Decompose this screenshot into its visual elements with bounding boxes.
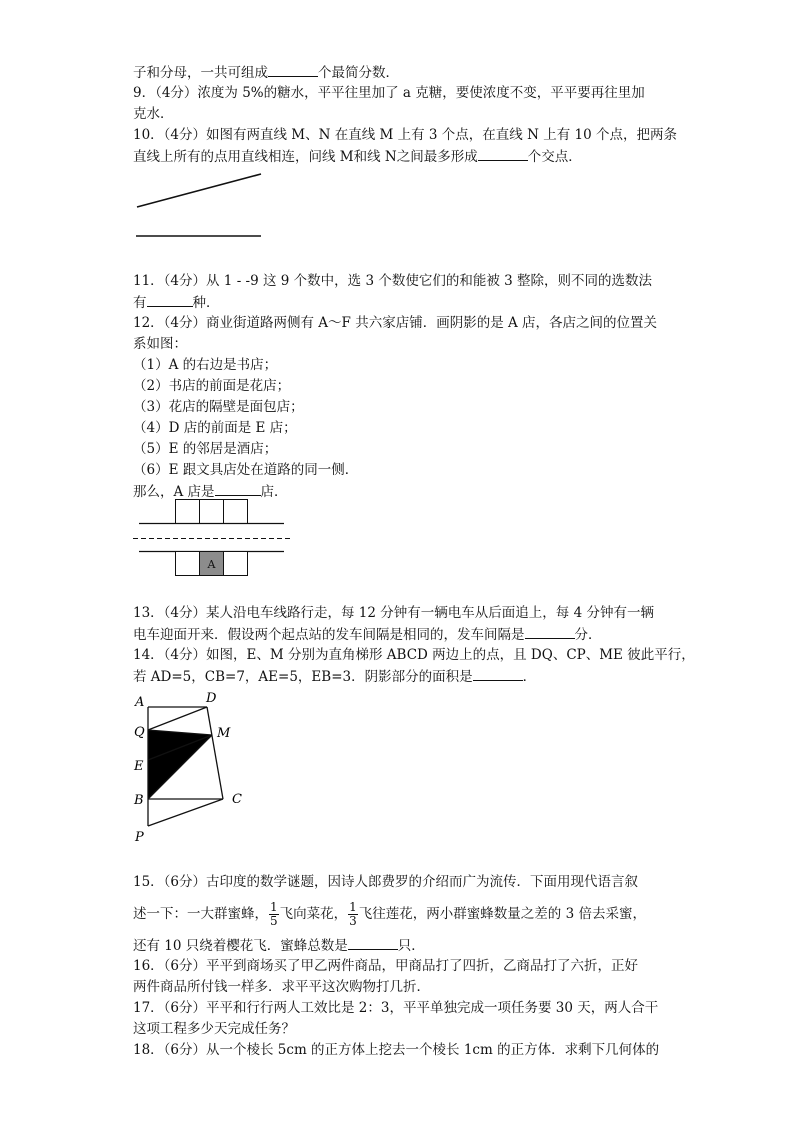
q10-text-end: 个交点．: [527, 149, 582, 165]
shop-cell: [224, 552, 248, 576]
frac-denominator: 3: [349, 914, 357, 928]
q10-text: 直线上所有的点用直线相连，问线 M和线 N之间最多形成: [133, 149, 478, 165]
q12-condition-2: （2）书店的前面是花店；: [133, 378, 291, 394]
shop-cell: [176, 500, 200, 524]
fraction-one-third: [348, 901, 358, 928]
q12-ask-text: 那么，A 店是: [133, 484, 215, 500]
q16-line1: 16．（6分）平平到商场买了甲乙两件商品，甲商品打了四折，乙商品打了六折，正好: [133, 958, 639, 974]
q14-trapezoid-figure: [125, 688, 255, 848]
label-a: A: [135, 695, 145, 710]
q8-text: 子和分母，一共可组成: [133, 65, 268, 81]
q14-text-end: ．: [522, 669, 537, 685]
q10-lines-figure: [130, 170, 270, 245]
segment-dq: [148, 707, 207, 730]
q11-text-end: 种．: [192, 295, 220, 311]
q12-condition-3: （3）花店的隔壁是面包店；: [133, 399, 304, 415]
segment-cp: [148, 799, 223, 826]
q15-text-d: 还有 10 只绕着樱花飞．蜜蜂总数是: [133, 938, 348, 954]
answer-blank[interactable]: [478, 146, 528, 161]
q10-line2: [133, 146, 582, 167]
q12-ask-end: 店．: [260, 484, 288, 500]
label-q: Q: [134, 725, 145, 740]
q9-line2: 克水．: [133, 106, 174, 122]
q15-text-end: 只．: [397, 938, 425, 954]
q9-line1: 9．（4分）浓度为 5%的糖水，平平往里加了 a 克糖，要使浓度不变，平平要再往里加: [133, 85, 645, 101]
answer-blank[interactable]: [473, 666, 523, 681]
q15-text-a: 述一下：一大群蜜蜂，: [133, 906, 268, 922]
q11-line1: 11．（4分）从 1 - -9 这 9 个数中，选 3 个数使它们的和能被 3 整除，则不同的选数法: [133, 273, 652, 289]
label-p: P: [135, 830, 144, 845]
top-row-shops: [176, 500, 248, 524]
answer-blank[interactable]: [147, 292, 193, 307]
q13-text: 电车迎面开来．假设两个起点站的发车间隔是相同的，发车间隔是: [133, 627, 525, 643]
q13-text-end: 分．: [574, 627, 602, 643]
frac-numerator: 1: [270, 900, 278, 914]
q15-text-c: 飞往莲花，两小群蜜蜂数量之差的 3 倍去采蜜，: [358, 906, 646, 922]
label-d: D: [206, 691, 217, 706]
answer-blank[interactable]: [215, 481, 261, 496]
shop-a-label: A: [207, 558, 216, 571]
shop-cell: [200, 500, 224, 524]
fraction-one-fifth: [269, 901, 279, 928]
q16-line2: 两件商品所付钱一样多．求平平这次购物打几折．: [133, 979, 430, 995]
q14-line1: 14．（4分）如图，E、M 分别为直角梯形 ABCD 两边上的点，且 DQ、CP、ME 彼此平行，: [133, 647, 695, 663]
q11-text: 有: [133, 295, 147, 311]
q13-line1: 13．（4分）某人沿电车线路行走，每 12 分钟有一辆电车从后面追上，每 4 分钟有一辆: [133, 605, 654, 621]
frac-denominator: 5: [270, 914, 278, 928]
q17-line2: 这项工程多少天完成任务？: [133, 1021, 295, 1037]
q12-condition-5: （5）E 的邻居是酒店；: [133, 441, 278, 457]
q10-line1: 10．（4分）如图有两直线 M、N 在直线 M 上有 3 个点，在直线 N 上有 10 个点，把两条: [133, 127, 677, 143]
q13-line2: [133, 624, 602, 645]
q15-line2: [133, 899, 646, 929]
shop-cell: [224, 500, 248, 524]
label-c: C: [232, 792, 242, 807]
line-m: [137, 174, 261, 207]
label-b: B: [134, 793, 144, 808]
q8-text-end: 个最简分数．: [318, 65, 399, 81]
q12-condition-4: （4）D 店的前面是 E 店；: [133, 420, 297, 436]
q18-line1: 18．（6分）从一个棱长 5cm 的正方体上挖去一个棱长 1cm 的正方体．求剩下几何体的: [133, 1042, 660, 1058]
q15-text-b: 飞向菜花，: [279, 906, 348, 922]
answer-blank[interactable]: [268, 62, 318, 77]
q12-street-figure: [130, 497, 300, 581]
shop-cell: [176, 552, 200, 576]
q14-text: 若 AD=5，CB=7，AE=5，EB=3．阴影部分的面积是: [133, 669, 473, 685]
q15-line3: [133, 935, 425, 956]
q12-condition-6: （6）E 跟文具店处在道路的同一侧．: [133, 462, 359, 478]
q12-line1: 12．（4分）商业街道路两侧有 A～F 共六家店铺．画阴影的是 A 店，各店之间的位置关: [133, 315, 658, 331]
label-m: M: [217, 726, 231, 741]
q12-condition-1: （1）A 的右边是书店；: [133, 357, 278, 373]
q12-line2: 系如图：: [133, 336, 187, 352]
q8-tail-line: [133, 62, 399, 83]
q17-line1: 17．（6分）平平和行行两人工效比是 2：3，平平单独完成一项任务要 30 天，两人合干: [133, 1000, 659, 1016]
q14-line2: [133, 666, 536, 687]
q11-line2: [133, 292, 220, 313]
edge-dc: [207, 707, 223, 799]
answer-blank[interactable]: [348, 935, 398, 950]
answer-blank[interactable]: [525, 624, 575, 639]
label-e: E: [134, 759, 144, 774]
q15-line1: 15．（6分）古印度的数学谜题，因诗人郎费罗的介绍而广为流传．下面用现代语言叙: [133, 874, 639, 890]
frac-numerator: 1: [349, 900, 357, 914]
